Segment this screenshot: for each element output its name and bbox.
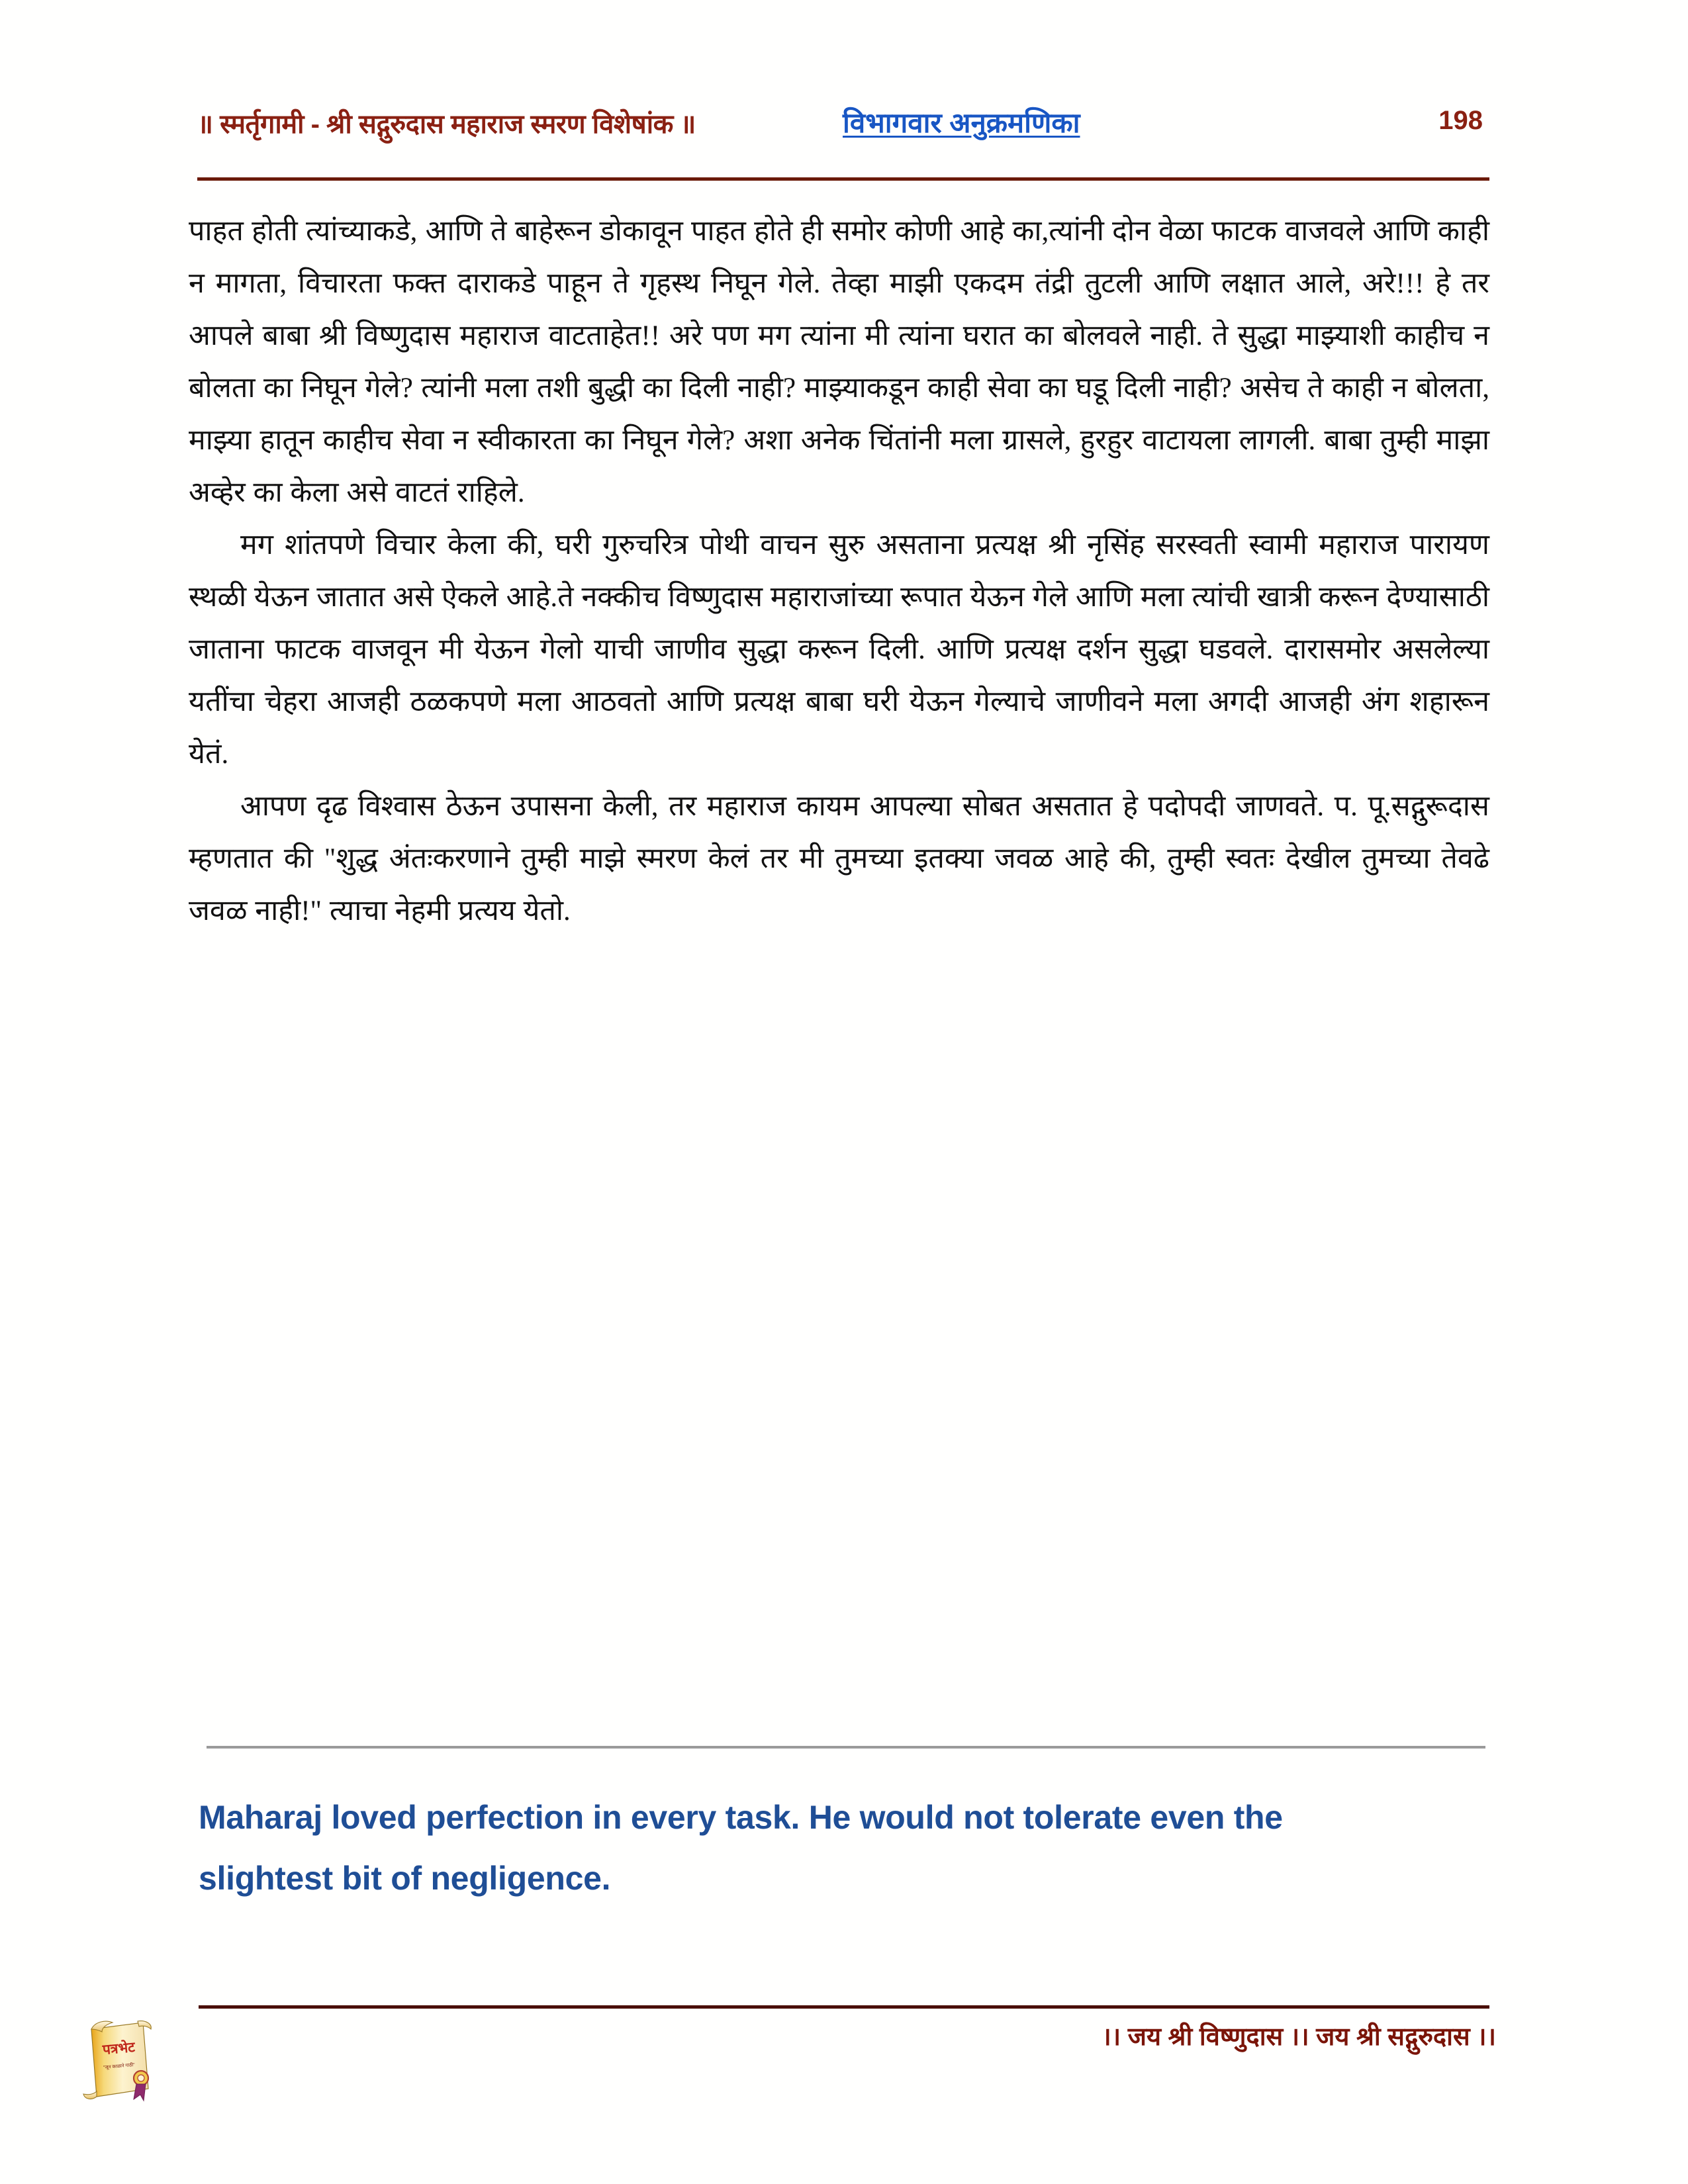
- header-divider-rule: [197, 177, 1489, 181]
- page-header: [197, 99, 1489, 165]
- body-paragraph: मग शांतपणे विचार केला की, घरी गुरुचरित्र पोथी वाचन सुरु असताना प्रत्यक्ष श्री नृसिंह सरस्वती स्वामी महाराज पारायण स्थळी येऊन जातात असे ऐकले आहे.ते नक्कीच विष्णुदास महाराजांच्या रूपात येऊन गेले आणि मला त्यांची खात्री करून देण्यासाठी जाताना फाटक वाजवून मी येऊन गेलो याची जाणीव सुद्धा करून दिली. आणि प्रत्यक्ष दर्शन सुद्धा घडवले. दारासमोर असलेल्या यतींचा चेहरा आजही ठळकपणे मला आठवतो आणि प्रत्यक्ष बाबा घरी येऊन गेल्याचे जाणीवने मला अगदी आजही अंग शहारून येतं.: [189, 529, 1489, 770]
- logo-tagline-text: "जून काळाने गाठी": [103, 2062, 135, 2071]
- english-quote-text: Maharaj loved perfection in every task. He would not tolerate even the slightest bit of negligence.: [199, 1799, 1283, 1897]
- body-text-block: [189, 205, 1489, 937]
- body-paragraph: आपण दृढ विश्वास ठेऊन उपासना केली, तर महाराज कायम आपल्या सोबत असतात हे पदोपदी जाणवते. प. पू.सद्गुरूदास म्हणतात की "शुद्ध अंतःकरणाने तुम्ही माझे स्मरण केलं तर मी तुमच्या इतक्या जवळ आहे की, तुम्ही स्वतः देखील तुमच्या तेवढे जवळ नाही!" त्याचा नेहमी प्रत्यय येतो.: [189, 791, 1489, 927]
- scroll-icon: [79, 2017, 159, 2103]
- body-paragraph: पाहत होती त्यांच्याकडे, आणि ते बाहेरून डोकावून पाहत होते ही समोर कोणी आहे का,त्यांनी दोन वेळा फाटक वाजवले आणि काही न मागता, विचारता फक्त दाराकडे पाहून ते गृहस्थ निघून गेले. तेव्हा माझी एकदम तंद्री तुटली आणि लक्षात आले, अरे!!! हे तर आपले बाबा श्री विष्णुदास महाराज वाटताहेत!! अरे पण मग त्यांना मी त्यांना घरात का बोलवले नाही. ते सुद्धा माझ्याशी काहीच न बोलता का निघून गेले? त्यांनी मला तशी बुद्धी का दिली नाही? माझ्याकडून काही सेवा का घडू दिली नाही? असेच ते काही न बोलता, माझ्या हातून काहीच सेवा न स्वीकारता का निघून गेले? अशा अनेक चिंतांनी मला ग्रासले, हुरहुर वाटायला लागली. बाबा तुम्ही माझा अव्हेर का केला असे वाटतं राहिले.: [189, 216, 1489, 508]
- logo-title-text: पत्रभेट: [102, 2039, 136, 2058]
- section-divider-rule: [207, 1746, 1485, 1749]
- patrabhet-scroll-logo: [79, 2017, 159, 2103]
- page-header-title: ॥ स्मर्तृगामी - श्री सद्गुरुदास महाराज स्मरण विशेषांक ॥: [197, 110, 696, 139]
- footer-divider-rule: [199, 2005, 1489, 2009]
- footer-invocation-text: ।। जय श्री विष्णुदास ।। जय श्री सद्गुरुदास ।।: [1102, 2023, 1496, 2051]
- page-number: 198: [1438, 106, 1483, 135]
- section-index-link[interactable]: विभागवार अनुक्रमणिका: [843, 107, 1080, 138]
